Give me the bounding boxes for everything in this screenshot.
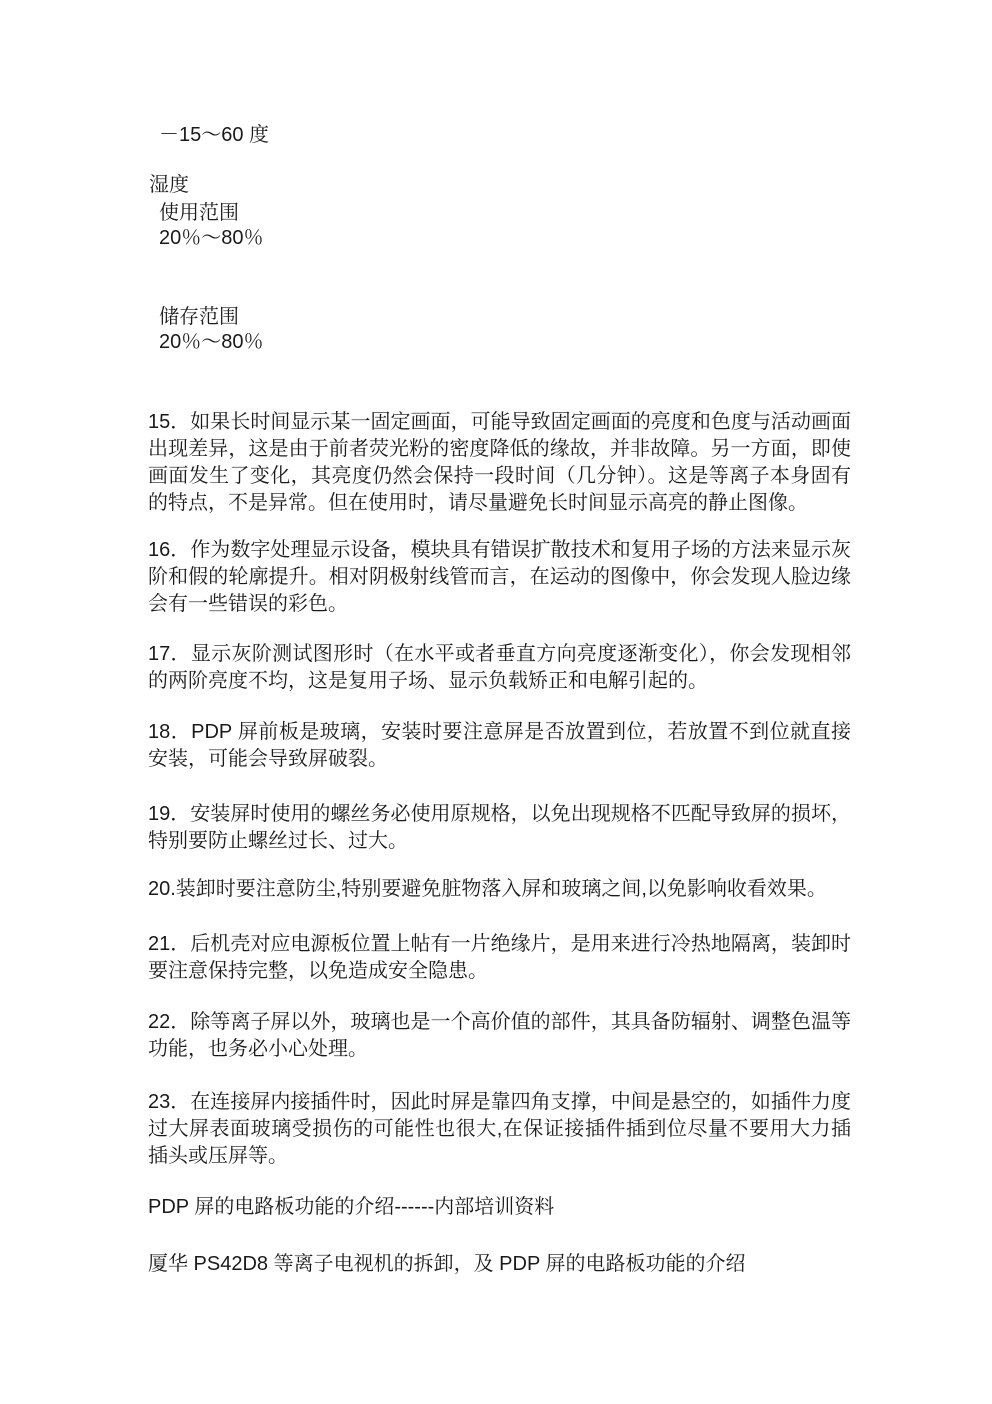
note-paragraph-17: 17．显示灰阶测试图形时（在水平或者垂直方向亮度逐渐变化），你会发现相邻的两阶亮度不均，这是复用子场、显示负载矫正和电解引起的。 (148, 643, 851, 692)
spec-humidity-storage-label: 储存范围 (159, 306, 239, 328)
note-paragraph-18: 18．PDP 屏前板是玻璃，安装时要注意屏是否放置到位，若放置不到位就直接安装，可能会导致屏破裂。 (148, 721, 851, 770)
note-paragraph-21: 21．后机壳对应电源板位置上帖有一片绝缘片，是用来进行冷热地隔离，装卸时要注意保持完整，以免造成安全隐患。 (148, 933, 851, 982)
note-paragraph-22: 22．除等离子屏以外，玻璃也是一个高价值的部件，其具备防辐射、调整色温等功能，也务必小心处理。 (148, 1011, 851, 1060)
document-content (148, 0, 851, 1404)
spec-humidity-use-value: 20％～80％ (159, 227, 264, 249)
footer-document-title-line: 厦华 PS42D8 等离子电视机的拆卸，及 PDP 屏的电路板功能的介绍 (148, 1253, 746, 1275)
note-paragraph-23: 23．在连接屏内接插件时，因此时屏是靠四角支撑，中间是悬空的，如插件力度过大屏表面玻璃受损伤的可能性也很大,在保证接插件插到位尽量不要用大力插插头或压屏等。 (148, 1091, 851, 1167)
spec-temperature-range: －15～60 度 (159, 124, 270, 146)
note-paragraph-15: 15．如果长时间显示某一固定画面，可能导致固定画面的亮度和色度与活动画面出现差异，这是由于前者荧光粉的密度降低的缘故，并非故障。另一方面，即使画面发生了变化，其亮度仍然会保持一段时间（几分钟）。这是等离子本身固有的特点，不是异常。但在使用时，请尽量避免长时间显示高亮的静止图像。 (148, 411, 851, 514)
spec-humidity-heading: 湿度 (149, 174, 189, 196)
note-paragraph-19: 19．安装屏时使用的螺丝务必使用原规格，以免出现规格不匹配导致屏的损坏，特别要防止螺丝过长、过大。 (148, 803, 851, 852)
note-paragraph-20: 20.装卸时要注意防尘,特别要避免脏物落入屏和玻璃之间,以免影响收看效果。 (148, 878, 827, 900)
spec-humidity-storage-value: 20％～80％ (159, 331, 264, 353)
note-paragraph-16: 16．作为数字处理显示设备，模块具有错误扩散技术和复用子场的方法来显示灰阶和假的轮廓提升。相对阴极射线管而言，在运动的图像中，你会发现人脸边缘会有一些错误的彩色。 (148, 539, 851, 615)
spec-humidity-use-label: 使用范围 (159, 202, 239, 224)
footer-training-material-line: PDP 屏的电路板功能的介绍------内部培训资料 (148, 1196, 555, 1218)
